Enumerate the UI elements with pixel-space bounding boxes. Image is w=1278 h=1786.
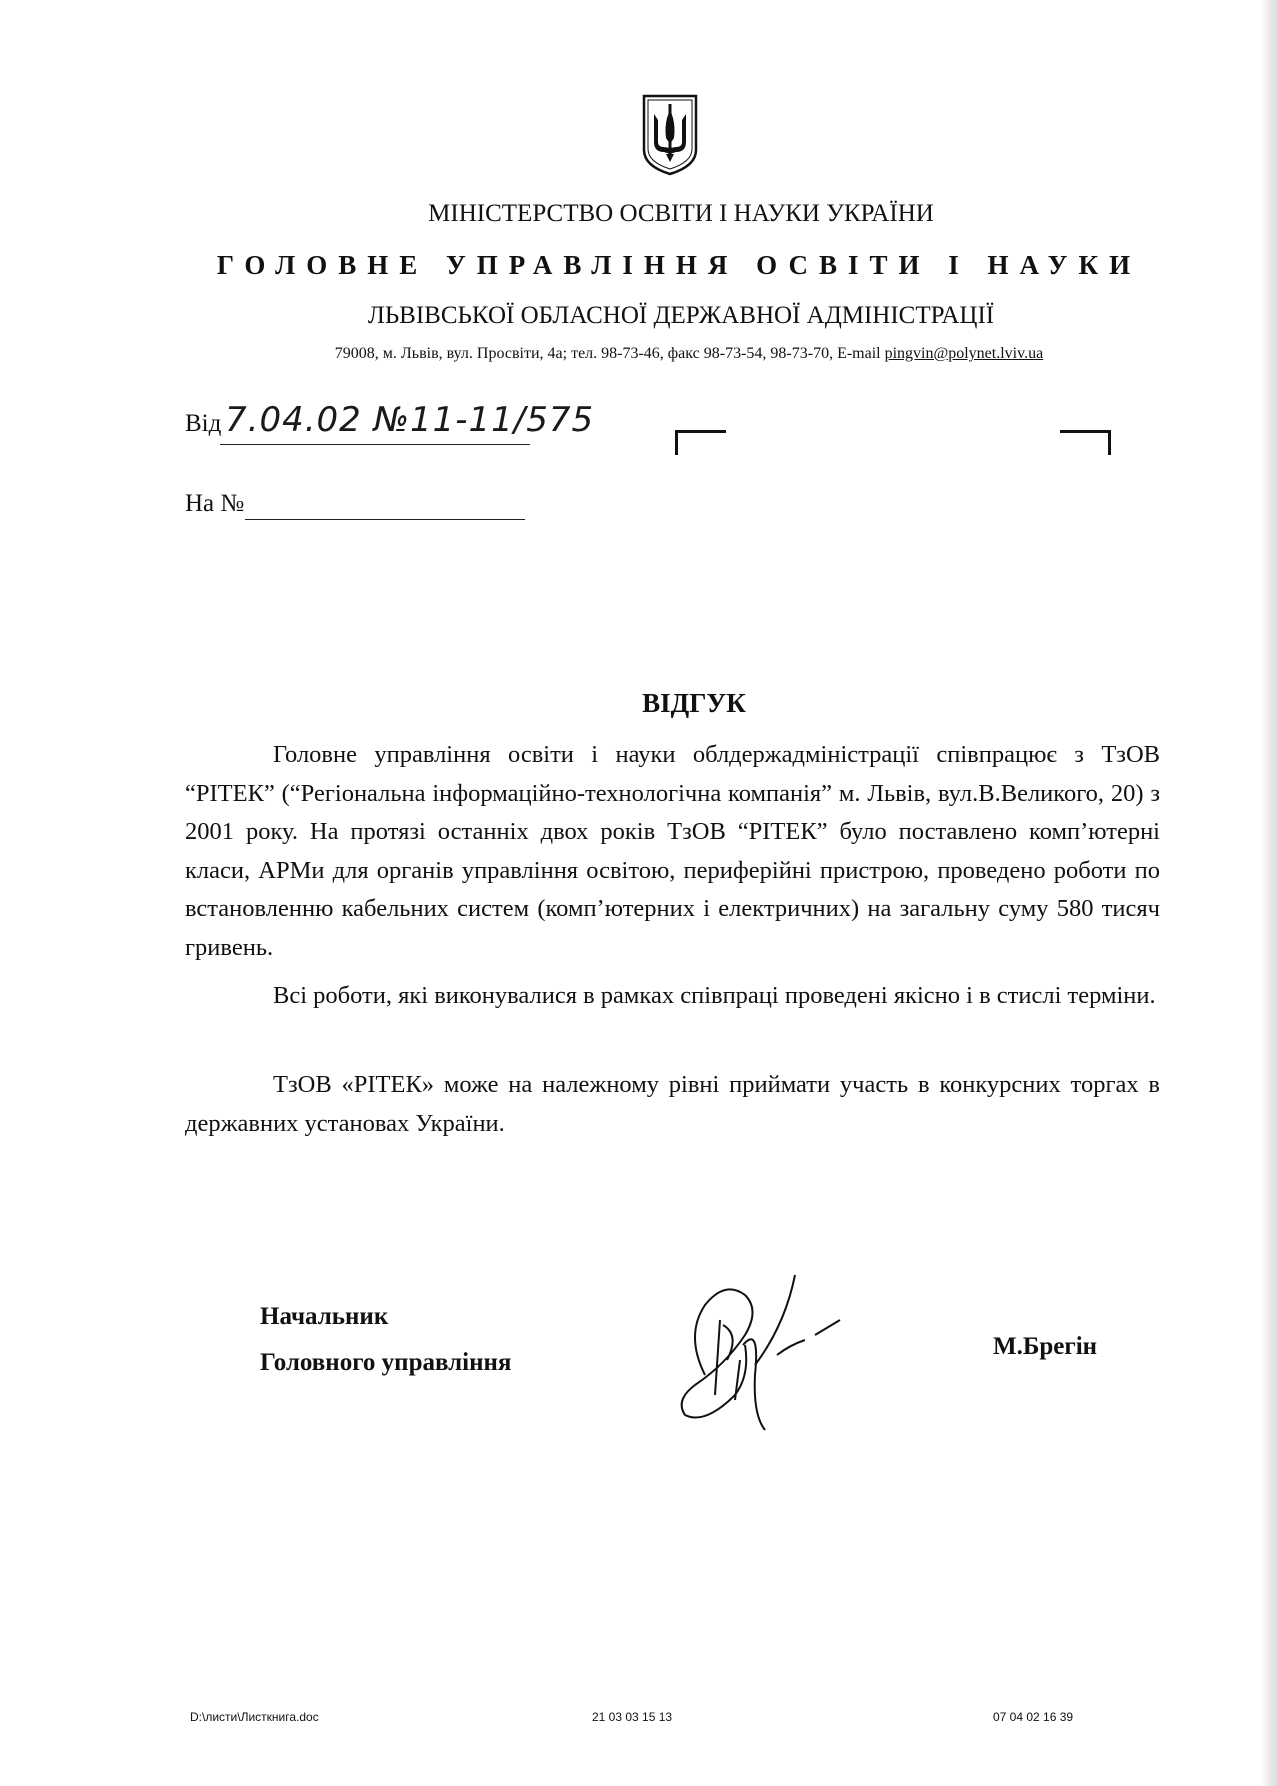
address-corner-right	[1060, 430, 1111, 455]
region-name: ЛЬВІВСЬКОЇ ОБЛАСНОЇ ДЕРЖАВНОЇ АДМІНІСТРАЦІЇ	[367, 302, 995, 329]
department-name: ГОЛОВНЕ УПРАВЛІННЯ ОСВІТИ І НАУКИ	[216, 250, 1142, 280]
ministry-name: МІНІСТЕРСТВО ОСВІТИ І НАУКИ УКРАЇНИ	[428, 200, 934, 227]
from-label: Від	[185, 410, 222, 437]
document-title: ВІДГУК	[642, 688, 746, 718]
signatory-position	[260, 1294, 511, 1386]
to-underline	[245, 519, 525, 520]
body-paragraph-3: ТзОВ «РІТЕК» може на належному рівні приймати участь в конкурсних торгах в державних установах України.	[185, 1071, 1160, 1137]
to-label: На №	[185, 490, 245, 517]
signatory-position-line1: Начальник	[260, 1303, 389, 1330]
signatory-position-line2: Головного управління	[260, 1349, 512, 1376]
from-underline	[220, 444, 530, 445]
address-corner-left	[675, 430, 726, 455]
email-link[interactable]: pingvin@polynet.lviv.ua	[884, 345, 1044, 362]
handwritten-signature	[665, 1265, 865, 1435]
footer-printed-timestamp: 07 04 02 16 39	[993, 1710, 1074, 1724]
footer-created-timestamp: 21 03 03 15 13	[592, 1710, 673, 1724]
from-handwritten-number: 7.04.02 №11-11/575	[225, 400, 595, 440]
signatory-name: М.Брегін	[993, 1333, 1098, 1360]
footer-file-path: D:\листи\Листкнига.doc	[190, 1710, 319, 1724]
body-paragraph-1: Головне управління освіти і науки облдержадміністрації співпрацює з ТзОВ “РІТЕК” (“Регіональна інформаційно-технологічна компанія” м. Львів, вул.В.Великого, 20) з 2001 року. На протязі останніх двох років ТзОВ “РІТЕК” було поставлено комп’ютерні класи, АРМи для органів управління освітою, периферійні пристрою, проведено роботи по встановленню кабельних систем (комп’ютерних і електричних) на загальну суму 580 тисяч гривень.	[185, 741, 1160, 961]
trident-emblem-icon	[640, 92, 700, 178]
body-paragraph-2: Всі роботи, які виконувалися в рамках співпраці проведені якісно і в стислі терміни.	[273, 982, 1156, 1009]
address-text: 79008, м. Львів, вул. Просвіти, 4а; тел. 98-73-46, факс 98-73-54, 98-73-70, E-mail	[334, 345, 885, 362]
address-line	[50, 345, 1278, 363]
